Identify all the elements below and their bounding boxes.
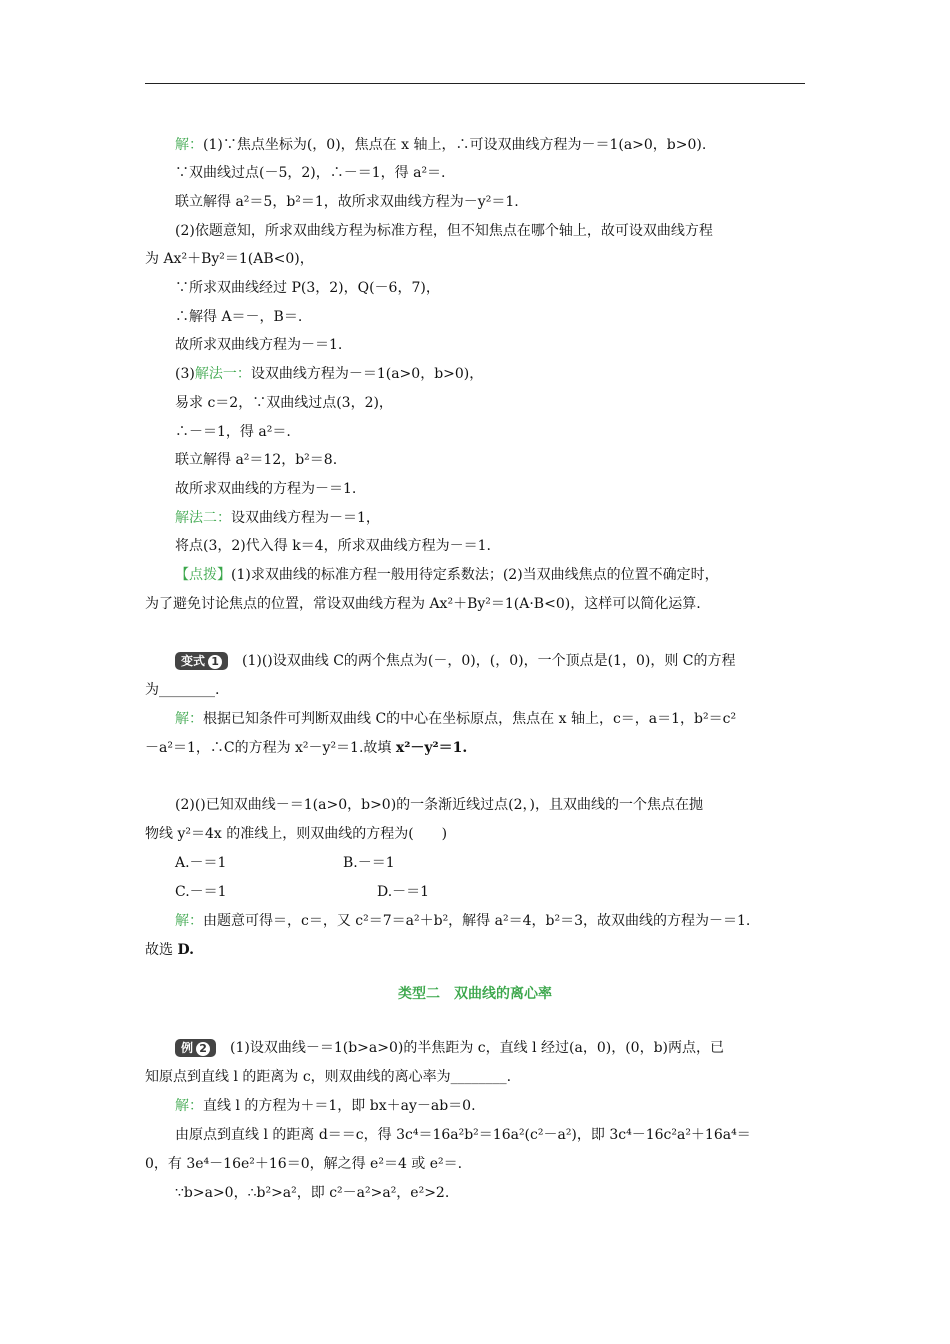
- answer-text: 由题意可得＝，c＝，又 c²＝7＝a²＋b²，解得 a²＝4，b²＝3，故双曲线的方程为－＝1.: [203, 913, 751, 929]
- answer-line: [175, 911, 750, 931]
- example-tag: [175, 1039, 216, 1057]
- solution-text: (1)∵焦点坐标为(，0)，焦点在 x 轴上，∴可设双曲线方程为－＝1(a>0，b>0).: [203, 137, 707, 153]
- solution-line: 联立解得 a²＝5，b²＝1，故所求双曲线方程为－y²＝1.: [175, 194, 519, 210]
- solution-line: [175, 508, 380, 528]
- solution-line: 联立解得 a²＝12，b²＝8.: [175, 452, 338, 468]
- answer-text: 根据已知条件可判断双曲线 C的中心在坐标原点，焦点在 x 轴上，c＝，a＝1，b²＝c²: [203, 711, 737, 727]
- part-number: (3): [175, 366, 195, 382]
- option-c: C.－＝1: [175, 884, 227, 900]
- solution-line: (2)依题意知，所求双曲线方程为标准方程，但不知焦点在哪个轴上，故可设双曲线方程: [175, 223, 713, 239]
- answer-line: [175, 709, 736, 729]
- variant-question-line: (2)()已知双曲线－＝1(a>0，b>0)的一条渐近线过点(2，)，且双曲线的一个焦点在抛: [175, 797, 703, 813]
- solution-line: 故所求双曲线的方程为－＝1.: [175, 481, 357, 497]
- answer-line: 0，有 3e⁴－16e²＋16＝0，解之得 e²＝4 或 e²＝.: [145, 1156, 463, 1172]
- solution-line: 易求 c＝2，∵双曲线过点(3，2)，: [175, 395, 393, 411]
- answer-line: [145, 940, 194, 960]
- answer-line: [145, 738, 467, 758]
- tip-line: [175, 565, 719, 585]
- answer-label: 解：: [175, 711, 203, 727]
- solution-line: 将点(3，2)代入得 k＝4，所求双曲线方程为－＝1.: [175, 538, 491, 554]
- answer-text: －a²＝1，∴C的方程为 x²－y²＝1.故填: [145, 740, 396, 756]
- variant-question-line: 物线 y²＝4x 的准线上，则双曲线的方程为( ): [145, 826, 448, 842]
- answer-line: ∵b>a>0，∴b²>a²，即 c²－a²>a²，e²>2.: [175, 1185, 450, 1201]
- example-tag-number: 2: [196, 1042, 210, 1056]
- method-label: 解法二：: [175, 510, 231, 526]
- answer-line: [175, 1096, 476, 1116]
- answer-bold: D.: [177, 942, 194, 958]
- option-a: A.－＝1: [175, 855, 227, 871]
- question-text: (1)()设双曲线 C的两个焦点为(－，0)，(，0)，一个顶点是(1，0)，则 C的方程: [242, 653, 736, 669]
- variant-tag-label: 变式: [181, 654, 206, 668]
- solution-line: ∵双曲线过点(－5，2)，∴－＝1，得 a²＝.: [175, 165, 446, 181]
- solution-text: 设双曲线方程为－＝1，: [231, 510, 380, 526]
- answer-text: 故选: [145, 942, 178, 958]
- solution-text: 设双曲线方程为－＝1(a>0，b>0)，: [250, 366, 484, 382]
- option-b: B.－＝1: [343, 855, 395, 871]
- header-rule: [145, 83, 805, 84]
- method-label: 解法一：: [194, 366, 251, 382]
- variant-question-line: [175, 651, 736, 671]
- example-question-line: 知原点到直线 l 的距离为 c，则双曲线的离心率为________.: [145, 1069, 512, 1085]
- solution-line: ∴解得 A＝－，B＝.: [175, 309, 303, 325]
- variant-tag: [175, 652, 228, 670]
- answer-text: 直线 l 的方程为＋＝1，即 bx＋ay－ab＝0.: [203, 1098, 476, 1114]
- solution-line: ∴－＝1，得 a²＝.: [175, 424, 291, 440]
- solution-line: 为 Ax²＋By²＝1(AB<0)，: [145, 251, 314, 267]
- tip-text: (1)求双曲线的标准方程一般用待定系数法；(2)当双曲线焦点的位置不确定时，: [231, 567, 719, 583]
- section-title: 类型二 双曲线的离心率: [398, 986, 552, 1002]
- solution-line: ∵所求双曲线经过 P(3，2)，Q(－6，7)，: [175, 280, 440, 296]
- solution-line: [175, 364, 483, 384]
- tip-line: 为了避免讨论焦点的位置，常设双曲线方程为 Ax²＋By²＝1(A·B<0)，这样可以简化运算.: [145, 596, 701, 612]
- solution-line: 故所求双曲线方程为－＝1.: [175, 337, 343, 353]
- answer-label: 解：: [175, 913, 203, 929]
- example-tag-label: 例: [181, 1041, 194, 1055]
- answer-line: 由原点到直线 l 的距离 d＝＝c，得 3c⁴＝16a²b²＝16a²(c²－a²)，即 3c⁴－16c²a²＋16a⁴＝: [175, 1127, 751, 1143]
- question-text: (1)设双曲线－＝1(b>a>0)的半焦距为 c，直线 l 经过(a，0)，(0，b)两点，已: [230, 1040, 724, 1056]
- option-d: D.－＝1: [377, 884, 430, 900]
- solution-label: 解：: [175, 137, 203, 153]
- variant-tag-number: 1: [208, 655, 222, 669]
- solution-line: [175, 135, 706, 155]
- answer-bold: x²－y²＝1.: [395, 740, 468, 756]
- example-question-line: [175, 1038, 724, 1058]
- answer-label: 解：: [175, 1098, 203, 1114]
- variant-question-line: 为________.: [145, 682, 220, 698]
- tip-label: 【点拨】: [175, 567, 231, 583]
